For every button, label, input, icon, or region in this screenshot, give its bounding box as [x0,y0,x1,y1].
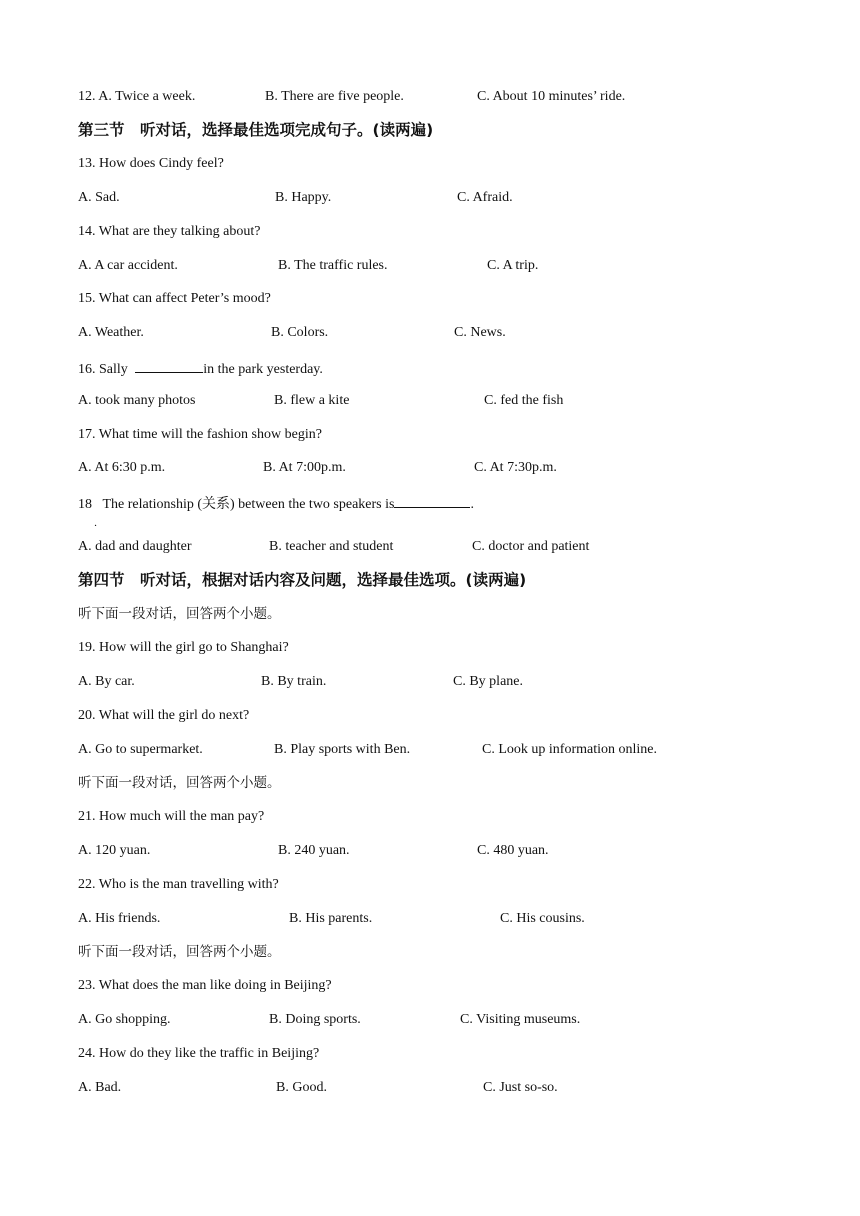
question-19-option-c: C. By plane. [453,674,523,689]
question-12-option-b: B. There are five people. [265,89,404,104]
question-21: 21. How much will the man pay? [78,809,265,824]
question-20-option-c: C. Look up information online. [482,742,657,757]
question-23-option-b: B. Doing sports. [269,1012,361,1027]
section-3-heading: 第三节 听对话，选择最佳选项完成句子。(读两遍) [78,121,434,139]
question-21-option-a: A. 120 yuan. [78,843,151,858]
question-19-option-a: A. By car. [78,674,135,689]
question-20-option-b: B. Play sports with Ben. [274,742,411,757]
question-16-option-a: A. took many photos [78,393,196,408]
question-15-option-a: A. Weather. [78,325,144,340]
question-17-option-b: B. At 7:00p.m. [263,460,346,475]
section-4-heading: 第四节 听对话，根据对话内容及问题，选择最佳选项。(读两遍) [78,571,527,589]
answer-blank [394,493,470,508]
question-23-option-a: A. Go shopping. [78,1012,171,1027]
question-14-option-c: C. A trip. [487,258,539,273]
question-18-option-b: B. teacher and student [269,539,394,554]
question-14-option-a: A. A car accident. [78,258,178,273]
question-23: 23. What does the man like doing in Beijing? [78,978,332,993]
question-13-option-c: C. Afraid. [457,190,513,205]
dialogue-intro-3: 听下面一段对话，回答两个小题。 [78,944,281,960]
question-17-option-c: C. At 7:30p.m. [474,460,557,475]
question-14-option-b: B. The traffic rules. [278,258,388,273]
question-24-option-b: B. Good. [276,1080,327,1095]
question-15-option-b: B. Colors. [271,325,329,340]
question-21-option-c: C. 480 yuan. [477,843,549,858]
question-20: 20. What will the girl do next? [78,708,250,723]
question-13-option-b: B. Happy. [275,190,332,205]
question-22-option-a: A. His friends. [78,911,161,926]
question-16-option-b: B. flew a kite [274,393,350,408]
question-17-option-a: A. At 6:30 p.m. [78,460,166,475]
question-18-option-a: A. dad and daughter [78,539,192,554]
answer-blank [135,358,203,373]
question-12-option-c: C. About 10 minutes’ ride. [477,89,626,104]
question-15-option-c: C. News. [454,325,506,340]
question-18: 18 The relationship (关系) between the two speakers is . [78,493,474,514]
question-24: 24. How do they like the traffic in Beijing? [78,1046,320,1061]
dialogue-intro-1: 听下面一段对话，回答两个小题。 [78,606,281,622]
question-14: 14. What are they talking about? [78,224,261,239]
question-18-option-c: C. doctor and patient [472,539,590,554]
question-21-option-b: B. 240 yuan. [278,843,350,858]
question-17: 17. What time will the fashion show begin? [78,427,322,442]
dialogue-intro-2: 听下面一段对话，回答两个小题。 [78,775,281,791]
stray-dot: ． [94,518,104,529]
question-12-number-option-a: 12. A. Twice a week. [78,89,196,104]
question-16-option-c: C. fed the fish [484,393,564,408]
question-22-option-c: C. His cousins. [500,911,585,926]
question-20-option-a: A. Go to supermarket. [78,742,203,757]
question-22-option-b: B. His parents. [289,911,373,926]
question-22: 22. Who is the man travelling with? [78,877,279,892]
question-15: 15. What can affect Peter’s mood? [78,291,271,306]
question-24-option-a: A. Bad. [78,1080,122,1095]
question-24-option-c: C. Just so-so. [483,1080,558,1095]
question-19-option-b: B. By train. [261,674,327,689]
question-13-option-a: A. Sad. [78,190,120,205]
question-13: 13. How does Cindy feel? [78,156,224,171]
question-16: 16. Sally in the park yesterday. [78,358,323,379]
question-19: 19. How will the girl go to Shanghai? [78,640,289,655]
question-23-option-c: C. Visiting museums. [460,1012,581,1027]
